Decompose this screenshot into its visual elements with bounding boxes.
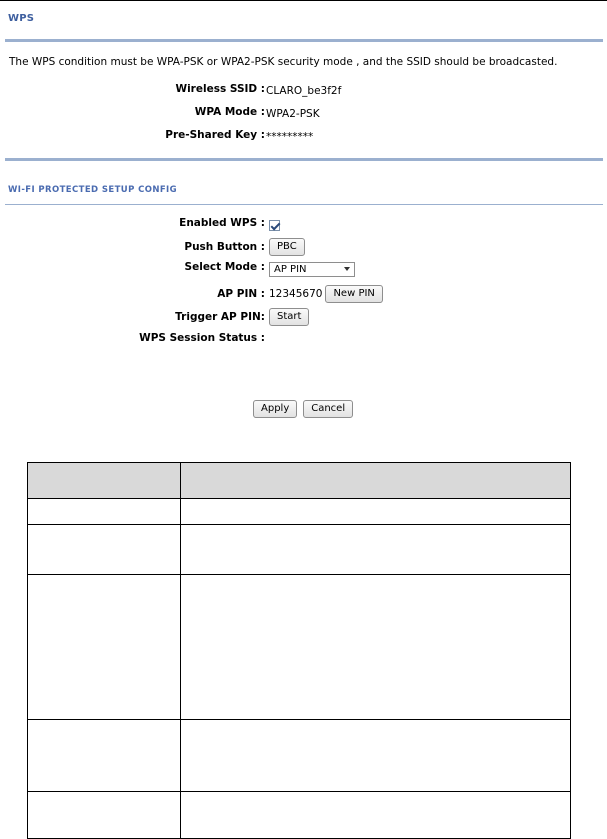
apply-button[interactable]: Apply: [253, 400, 297, 418]
table-cell: [28, 499, 181, 525]
table-row: [28, 720, 571, 792]
table-header-row: [28, 463, 571, 499]
enabled-wps-checkbox[interactable]: [269, 220, 280, 231]
page-top-border: [0, 0, 607, 1]
table-cell: [181, 499, 571, 525]
wpa-mode-value: WPA2-PSK: [266, 108, 320, 120]
table-cell: [181, 525, 571, 575]
table-cell: [28, 525, 181, 575]
ap-pin-value: 12345670: [269, 288, 323, 300]
ap-pin-row: [0, 285, 607, 303]
cancel-button[interactable]: Cancel: [303, 400, 353, 418]
wps-notice-text: The WPS condition must be WPA-PSK or WPA2-PSK security mode , and the SSID should be broadcasted.: [9, 56, 558, 68]
chevron-down-icon: [344, 267, 350, 271]
table-row: [28, 499, 571, 525]
wps-session-status-label: WPS Session Status :: [139, 332, 265, 344]
pbc-button[interactable]: PBC: [269, 238, 305, 256]
table-cell: [28, 575, 181, 720]
new-pin-button[interactable]: New PIN: [325, 285, 382, 303]
section-divider: [5, 39, 603, 42]
config-section-title: WI-FI PROTECTED SETUP CONFIG: [8, 185, 177, 195]
table-header-cell: [28, 463, 181, 499]
table-row: [28, 792, 571, 839]
push-button-row: [0, 238, 607, 256]
psk-value: *********: [266, 131, 314, 143]
ssid-value: CLARO_be3f2f: [266, 85, 342, 97]
table-cell: [181, 575, 571, 720]
enabled-wps-label: Enabled WPS :: [179, 217, 265, 229]
wps-session-status-row: [0, 332, 607, 348]
table-header-cell: [181, 463, 571, 499]
table-cell: [28, 792, 181, 839]
select-mode-label: Select Mode :: [184, 261, 265, 273]
ssid-label: Wireless SSID :: [175, 83, 265, 95]
table-row: [28, 525, 571, 575]
select-mode-row: [0, 261, 607, 277]
trigger-ap-pin-label: Trigger AP PIN:: [175, 311, 265, 323]
select-mode-dropdown[interactable]: [269, 262, 355, 277]
psk-label: Pre-Shared Key :: [165, 129, 265, 141]
ap-pin-label: AP PIN :: [217, 288, 265, 300]
wpa-mode-row: [0, 106, 607, 122]
table-cell: [28, 720, 181, 792]
section-divider-thin: [5, 204, 603, 205]
enabled-wps-row: [0, 217, 607, 233]
action-buttons: [253, 400, 353, 418]
psk-row: [0, 129, 607, 145]
table-cell: [181, 720, 571, 792]
select-mode-value: AP PIN: [274, 263, 307, 275]
ssid-row: [0, 83, 607, 99]
wpa-mode-label: WPA Mode :: [194, 106, 265, 118]
start-button[interactable]: Start: [269, 308, 309, 326]
section-divider: [5, 158, 603, 161]
wps-section-title: WPS: [8, 13, 35, 24]
push-button-label: Push Button :: [184, 241, 265, 253]
table-cell: [181, 792, 571, 839]
description-table: [27, 462, 571, 839]
table-row: [28, 575, 571, 720]
trigger-ap-pin-row: [0, 308, 607, 326]
